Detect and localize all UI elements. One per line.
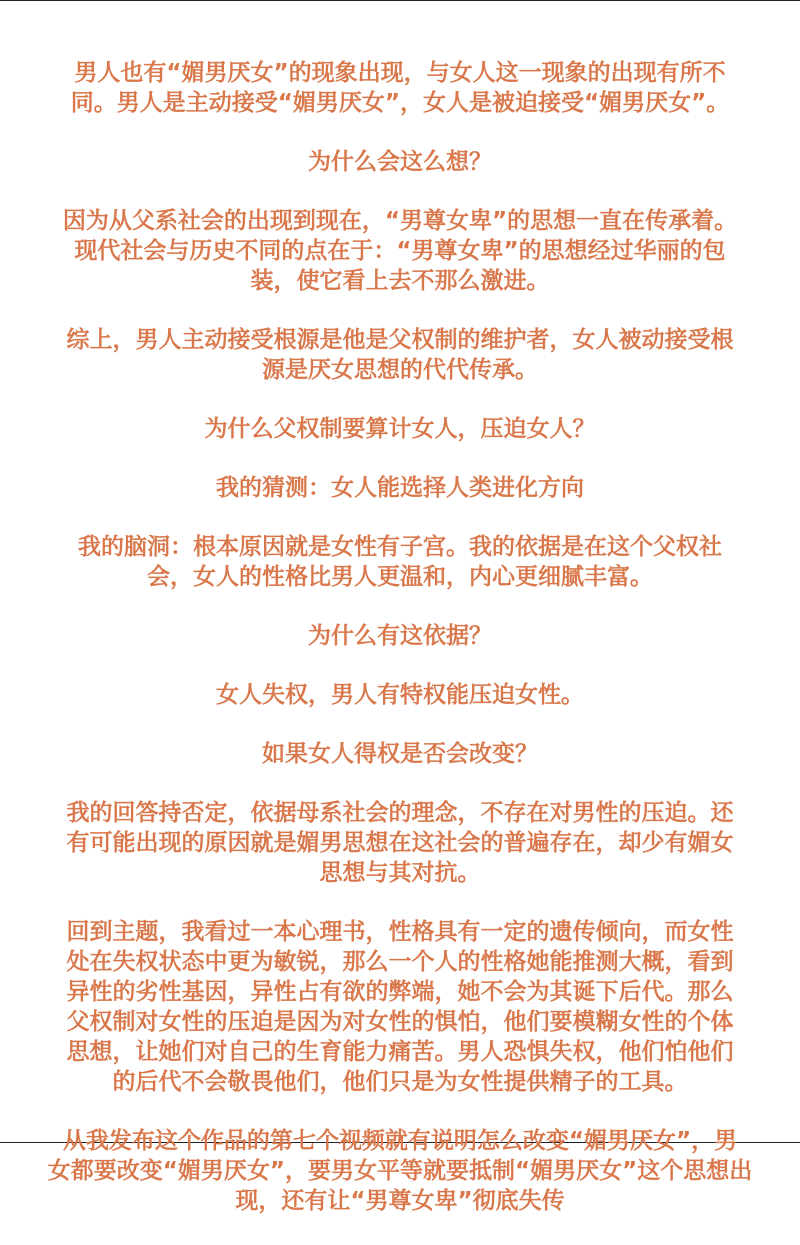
- text-line: 父权制对女性的压迫是因为对女性的惧怕，他们要模糊女性的个体: [66, 1009, 734, 1035]
- text-line: 源是厌女思想的代代传承。: [262, 357, 538, 383]
- text-line: 因为从父系社会的出现到现在，“男尊女卑”的思想一直在传承着。: [62, 208, 738, 234]
- paragraph-4: [30, 325, 770, 385]
- paragraph-3: [30, 206, 770, 296]
- text-line: 为什么有这依据？: [308, 623, 492, 649]
- paragraph-5: [30, 414, 770, 444]
- text-line: 从我发布这个作品的第七个视频就有说明怎么改变“媚男厌女”，男: [62, 1128, 738, 1154]
- paragraph-9: [30, 680, 770, 710]
- text-line: 回到主题，我看过一本心理书，性格具有一定的遗传倾向，而女性: [66, 919, 734, 945]
- paragraph-6: [30, 473, 770, 503]
- text-line: 思想与其对抗。: [319, 860, 481, 886]
- text-line: 现，还有让“男尊女卑”彻底失传: [235, 1188, 565, 1214]
- article-body: [30, 58, 770, 1245]
- text-line: 现代社会与历史不同的点在于：“男尊女卑”的思想经过华丽的包: [74, 238, 726, 264]
- paragraph-12: [30, 917, 770, 1097]
- paragraph-10: [30, 739, 770, 769]
- text-line: 综上，男人主动接受根源是他是父权制的维护者，女人被动接受根: [66, 327, 734, 353]
- text-line: 为什么父权制要算计女人，压迫女人？: [204, 416, 596, 442]
- paragraph-2: [30, 147, 770, 177]
- text-line: 为什么会这么想？: [308, 149, 492, 175]
- paragraph-8: [30, 621, 770, 651]
- text-line: 我的回答持否定，依据母系社会的理念，不存在对男性的压迫。还: [66, 800, 734, 826]
- text-line: 的后代不会敬畏他们，他们只是为女性提供精子的工具。: [112, 1069, 688, 1095]
- paragraph-7: [30, 532, 770, 592]
- text-line: 处在失权状态中更为敏锐，那么一个人的性格她能推测大概，看到: [66, 949, 734, 975]
- text-line: 女都要改变“媚男厌女”，要男女平等就要抵制“媚男厌女”这个思想出: [47, 1158, 753, 1184]
- text-line: 女人失权，男人有特权能压迫女性。: [216, 682, 584, 708]
- paragraph-11: [30, 798, 770, 888]
- paragraph-1: [30, 58, 770, 118]
- text-line: 同。男人是主动接受“媚男厌女”，女人是被迫接受“媚男厌女”。: [70, 90, 730, 116]
- text-line: 有可能出现的原因就是媚男思想在这社会的普遍存在，却少有媚女: [66, 830, 734, 856]
- text-line: 我的脑洞：根本原因就是女性有子宫。我的依据是在这个父权社: [78, 534, 722, 560]
- text-line: 如果女人得权是否会改变？: [262, 741, 538, 767]
- paragraph-13: [30, 1126, 770, 1216]
- text-line: 我的猜测：女人能选择人类进化方向: [216, 475, 584, 501]
- text-line: 装，使它看上去不那么激进。: [250, 268, 550, 294]
- text-line: 会，女人的性格比男人更温和，内心更细腻丰富。: [147, 564, 653, 590]
- text-line: 异性的劣性基因，异性占有欲的弊端，她不会为其诞下后代。那么: [66, 979, 734, 1005]
- text-line: 男人也有“媚男厌女”的现象出现，与女人这一现象的出现有所不: [74, 60, 726, 86]
- text-line: 思想，让她们对自己的生育能力痛苦。男人恐惧失权，他们怕他们: [66, 1039, 734, 1065]
